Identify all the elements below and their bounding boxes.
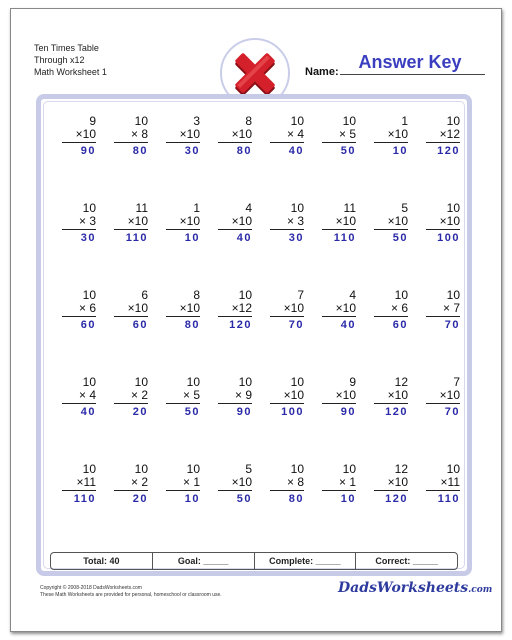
copyright-notice [40,585,222,598]
answer: 70 [444,406,460,418]
problem [308,115,360,202]
multiplicand: 6 [141,288,148,302]
multiplier: ×12 [218,302,252,317]
problem [412,463,464,550]
problem [152,202,204,289]
answer: 110 [437,493,460,505]
multiplier: ×10 [374,476,408,491]
problem [308,202,360,289]
multiplicand: 5 [245,462,252,476]
multiplier: × 3 [62,215,96,230]
multiplicand: 10 [290,462,304,476]
problem [412,115,464,202]
answer: 110 [125,232,148,244]
problem-grid [48,115,464,550]
problem [360,376,412,463]
multiplier: ×10 [270,302,304,317]
multiplier: × 2 [114,476,148,491]
answer: 80 [184,319,200,331]
answer: 60 [392,319,408,331]
multiplicand: 10 [290,201,304,215]
multiplier: × 8 [114,128,148,143]
problem [100,115,152,202]
multiplier: ×10 [426,389,460,404]
multiplier: ×10 [218,215,252,230]
multiplicand: 1 [401,114,408,128]
multiplicand: 7 [297,288,304,302]
multiplier: ×10 [218,128,252,143]
usage-line: These Math Worksheets are provided for personal, homeschool or classroom use. [40,591,222,598]
answer: 50 [184,406,200,418]
answer: 90 [236,406,252,418]
answer: 50 [392,232,408,244]
problem [152,376,204,463]
multiplicand: 10 [394,288,408,302]
problem [48,376,100,463]
logo-name: DadsWorksheets [338,580,469,596]
problem [360,463,412,550]
multiplicand: 1 [193,201,200,215]
multiplier: × 1 [166,476,200,491]
multiplier: × 9 [218,389,252,404]
answer: 20 [132,493,148,505]
answer: 100 [281,406,304,418]
score-bar [50,552,458,570]
multiplier: ×10 [166,215,200,230]
goal-field: Goal: _____ [153,553,255,569]
answer: 30 [80,232,96,244]
multiplier: × 2 [114,389,148,404]
multiplier: ×10 [166,128,200,143]
multiplier: × 6 [374,302,408,317]
multiplier: ×10 [322,302,356,317]
answer: 120 [385,406,408,418]
multiplier: × 3 [270,215,304,230]
problem [204,289,256,376]
total-field: Total: 40 [51,553,153,569]
problem [256,202,308,289]
answer: 80 [132,145,148,157]
multiplier: ×10 [114,215,148,230]
title-line: Through x12 [34,55,85,65]
name-label: Name: [305,66,339,78]
multiplier: ×10 [322,389,356,404]
multiplier: × 5 [322,128,356,143]
copyright-line: Copyright © 2008-2018 DadsWorksheets.com [40,585,142,591]
multiplicand: 10 [134,375,148,389]
worksheet-title [34,42,107,78]
answer: 50 [340,145,356,157]
problem [308,376,360,463]
problem [256,463,308,550]
answer: 40 [80,406,96,418]
answer: 60 [80,319,96,331]
name-line [340,74,485,75]
multiplicand: 10 [134,462,148,476]
problem [308,463,360,550]
problem [256,376,308,463]
multiplier: × 6 [62,302,96,317]
problem [360,202,412,289]
answer: 20 [132,406,148,418]
multiplicand: 9 [349,375,356,389]
problem [48,289,100,376]
problem [48,463,100,550]
multiplicand: 9 [89,114,96,128]
problem-row [48,289,464,376]
dadsworksheets-logo [338,580,492,596]
multiplicand: 10 [446,114,460,128]
problem [152,463,204,550]
multiplicand: 10 [290,375,304,389]
problem [412,202,464,289]
problem [204,376,256,463]
multiplier: ×10 [374,215,408,230]
multiplier: ×10 [166,302,200,317]
answer: 70 [288,319,304,331]
problem [204,115,256,202]
multiplicand: 10 [82,288,96,302]
multiplicand: 10 [186,462,200,476]
problem [100,289,152,376]
answer: 30 [288,232,304,244]
answer: 40 [236,232,252,244]
multiplicand: 10 [342,462,356,476]
multiplier: × 4 [270,128,304,143]
multiplicand: 11 [135,201,148,215]
problem [48,115,100,202]
multiplicand: 10 [446,462,460,476]
multiplicand: 10 [82,201,96,215]
answer: 10 [392,145,408,157]
answer: 70 [444,319,460,331]
problem [152,115,204,202]
multiplier: × 5 [166,389,200,404]
multiplicand: 11 [343,201,356,215]
problem [100,202,152,289]
problem-row [48,463,464,550]
problem [360,115,412,202]
multiplicand: 10 [238,288,252,302]
complete-field: Complete: _____ [255,553,357,569]
problem-row [48,115,464,202]
multiplier: ×10 [270,389,304,404]
answer: 110 [333,232,356,244]
answer: 110 [73,493,96,505]
answer: 50 [236,493,252,505]
answer: 120 [229,319,252,331]
answer-key-text: Answer Key [358,52,462,72]
multiplicand: 3 [193,114,200,128]
answer: 10 [184,232,200,244]
answer: 90 [80,145,96,157]
multiplicand: 10 [82,375,96,389]
problem [308,289,360,376]
multiplier: ×12 [426,128,460,143]
multiplicand: 10 [134,114,148,128]
multiplicand: 10 [446,201,460,215]
answer: 90 [340,406,356,418]
multiplier: ×10 [374,389,408,404]
answer: 120 [437,145,460,157]
title-line: Ten Times Table [34,43,99,53]
multiplier: ×10 [426,215,460,230]
logo-tld: .com [468,585,493,595]
answer: 10 [340,493,356,505]
multiplicand: 10 [290,114,304,128]
problem [412,376,464,463]
multiplicand: 8 [245,114,252,128]
multiplicand: 10 [238,375,252,389]
multiplicand: 12 [394,375,408,389]
multiplier: ×10 [374,128,408,143]
multiplier: ×10 [218,476,252,491]
multiplicand: 8 [193,288,200,302]
multiplier: × 7 [426,302,460,317]
multiplicand: 10 [446,288,460,302]
multiplicand: 4 [245,201,252,215]
problem [204,202,256,289]
answer: 40 [288,145,304,157]
multiplicand: 5 [401,201,408,215]
multiplier: × 1 [322,476,356,491]
answer: 60 [132,319,148,331]
correct-field: Correct: _____ [375,556,438,566]
problem [256,115,308,202]
multiplier: ×10 [114,302,148,317]
problem-row [48,202,464,289]
answer: 80 [236,145,252,157]
answer: 80 [288,493,304,505]
multiplicand: 12 [394,462,408,476]
problem [100,463,152,550]
multiplicand: 10 [82,462,96,476]
problem [48,202,100,289]
multiplier: ×11 [62,476,96,491]
multiplicand: 4 [349,288,356,302]
problem [256,289,308,376]
problem-row [48,376,464,463]
multiplier: × 4 [62,389,96,404]
multiplier: × 8 [270,476,304,491]
problem [100,376,152,463]
answer: 30 [184,145,200,157]
multiplier: ×11 [426,476,460,491]
answer: 100 [437,232,460,244]
problem [412,289,464,376]
multiplier: ×10 [62,128,96,143]
answer: 120 [385,493,408,505]
multiplier: ×10 [322,215,356,230]
multiplicand: 7 [453,375,460,389]
problem [360,289,412,376]
answer: 10 [184,493,200,505]
answer: 40 [340,319,356,331]
multiplicand: 10 [186,375,200,389]
multiplicand: 10 [342,114,356,128]
title-line: Math Worksheet 1 [34,67,107,77]
problem [204,463,256,550]
problem [152,289,204,376]
